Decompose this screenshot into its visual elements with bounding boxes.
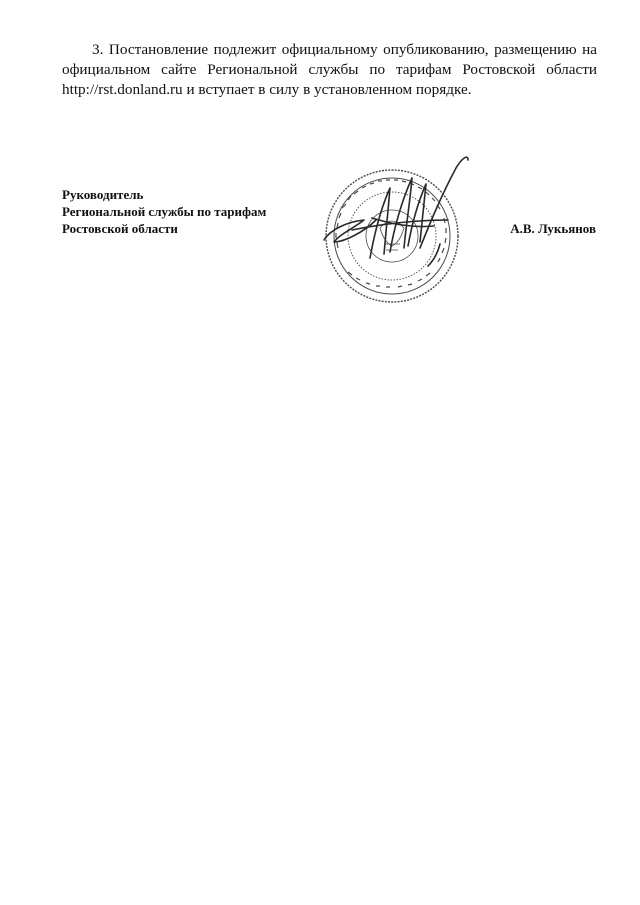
- paragraph-3: 3. Постановление подлежит официальному опубликованию, размещению на официальном сайте Региональной службы по тарифам Ростовской области http://rst.donland.ru и вступает в силу в установленном порядке.: [62, 41, 597, 98]
- position-line-1: Руководитель: [62, 187, 144, 202]
- round-seal-with-signature-icon: [312, 148, 482, 303]
- signature-position-block: [62, 186, 266, 237]
- position-line-2: Региональной службы по тарифам: [62, 204, 267, 219]
- signer-name: А.В. Лукьянов: [510, 221, 596, 236]
- position-line-3: Ростовской области: [62, 221, 178, 236]
